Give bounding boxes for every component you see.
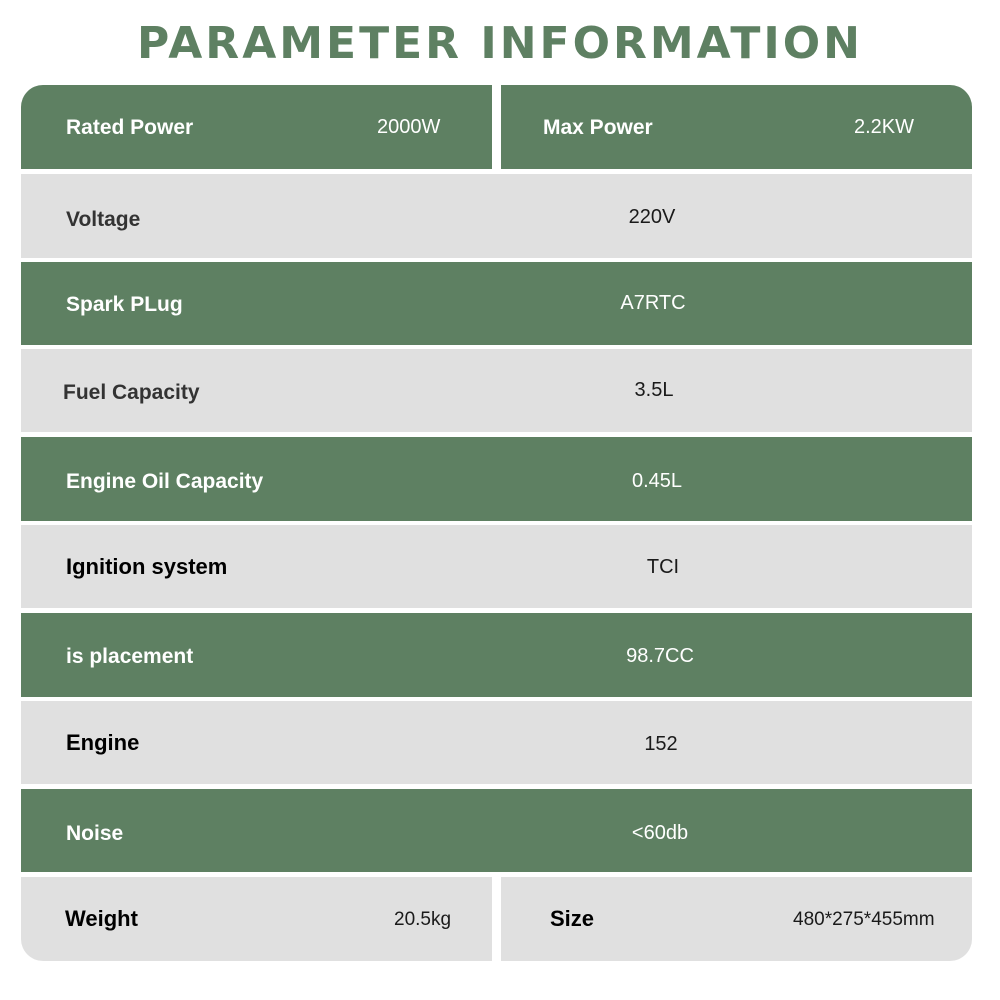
size-value: 480*275*455mm xyxy=(793,909,935,930)
engine-oil-capacity-row xyxy=(21,437,972,521)
engine-oil-capacity-value: 0.45L xyxy=(631,470,683,492)
engine-oil-capacity-label: Engine Oil Capacity xyxy=(66,470,264,493)
weight-value: 20.5kg xyxy=(394,909,452,930)
max-power-value: 2.2KW xyxy=(854,116,915,138)
spark-plug-label: Spark PLug xyxy=(66,293,183,316)
page-title: PARAMETER INFORMATION xyxy=(137,18,863,69)
engine-value: 152 xyxy=(644,733,678,755)
max-power-cell xyxy=(501,85,972,169)
ignition-system-value: TCI xyxy=(646,556,680,578)
ignition-system-row xyxy=(21,525,972,608)
size-cell xyxy=(501,877,972,961)
fuel-capacity-value: 3.5L xyxy=(634,379,674,401)
rated-power-label: Rated Power xyxy=(66,116,194,139)
voltage-label: Voltage xyxy=(66,208,141,231)
size-label: Size xyxy=(550,906,595,931)
spark-plug-value: A7RTC xyxy=(620,292,686,314)
engine-label: Engine xyxy=(66,730,140,755)
fuel-capacity-row xyxy=(21,349,972,432)
weight-label: Weight xyxy=(65,906,138,931)
fuel-capacity-label: Fuel Capacity xyxy=(63,381,200,404)
displacement-label: is placement xyxy=(66,645,194,668)
ignition-system-label: Ignition system xyxy=(66,554,228,579)
noise-value: <60db xyxy=(631,822,689,844)
weight-cell xyxy=(21,877,492,961)
rated-power-cell xyxy=(21,85,492,169)
displacement-row xyxy=(21,613,972,697)
spark-plug-row xyxy=(21,262,972,345)
voltage-value: 220V xyxy=(628,206,676,228)
voltage-row xyxy=(21,174,972,258)
rated-power-value: 2000W xyxy=(377,116,441,138)
engine-row xyxy=(21,701,972,784)
noise-label: Noise xyxy=(66,822,124,845)
max-power-label: Max Power xyxy=(543,116,653,139)
displacement-value: 98.7CC xyxy=(626,645,694,667)
noise-row xyxy=(21,789,972,872)
